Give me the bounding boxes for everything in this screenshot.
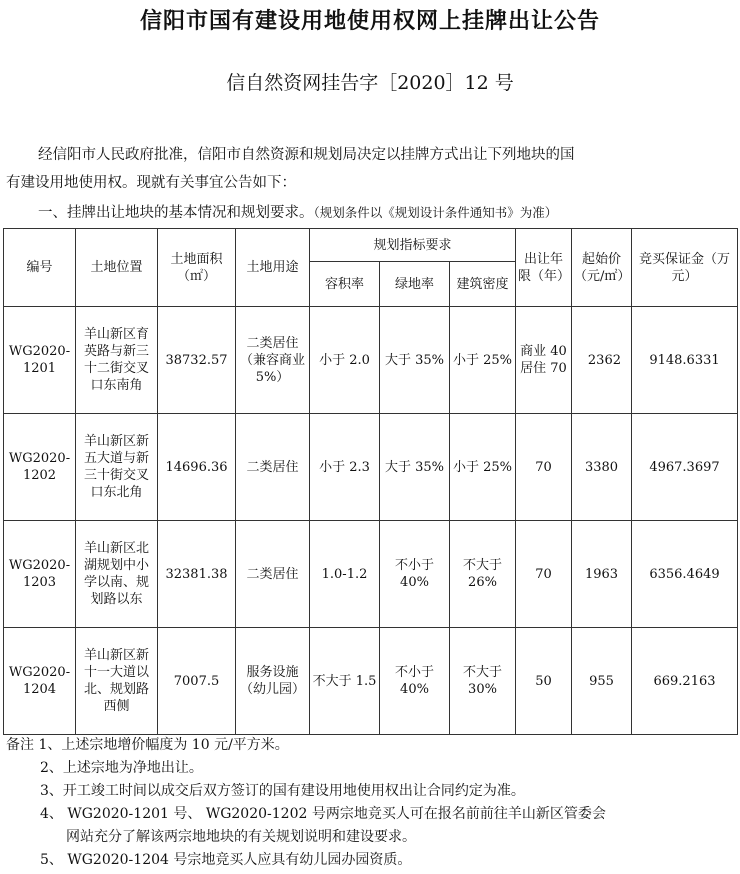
cell-area: 14696.36: [158, 414, 236, 521]
cell-term: 50: [516, 628, 572, 735]
document-title: 信阳市国有建设用地使用权网上挂牌出让公告: [139, 9, 600, 34]
cell-id: WG2020-1201: [4, 307, 76, 414]
intro-paragraph: [6, 141, 734, 197]
document-number: 信自然资网挂告字［2020］12 号: [226, 72, 514, 94]
table-row: [4, 521, 738, 628]
cell-location: 羊山新区新五大道与新三十街交叉口东北角: [76, 414, 158, 521]
cell-use: 二类居住（兼容商业5%）: [236, 307, 310, 414]
cell-green: 不小于 40%: [380, 521, 450, 628]
table-header-row: [4, 229, 738, 262]
remark-4-continued: 网站充分了解该两宗地地块的有关规划说明和建设要求。: [66, 829, 416, 845]
intro-line-2: 有建设用地使用权。现就有关事宜公告如下：: [6, 175, 296, 191]
cell-id: WG2020-1204: [4, 628, 76, 735]
cell-area: 32381.38: [158, 521, 236, 628]
cell-term: 商业 40 居住 70: [516, 307, 572, 414]
cell-deposit: 6356.4649: [632, 521, 738, 628]
cell-use: 二类居住: [236, 414, 310, 521]
cell-price: 2362: [572, 307, 632, 414]
cell-price: 1963: [572, 521, 632, 628]
cell-far: 1.0-1.2: [310, 521, 380, 628]
section-note: （规划条件以《规划设计条件通知书》为准）: [313, 205, 558, 220]
section-title: 一、挂牌出让地块的基本情况和规划要求。: [38, 205, 314, 221]
header-location: 土地位置: [76, 229, 158, 307]
table-row: [4, 628, 738, 735]
cell-location: 羊山新区北湖规划中小学以南、规划路以东: [76, 521, 158, 628]
remark-5: 5、 WG2020-1204 号宗地竞买人应具有幼儿园办园资质。: [40, 852, 412, 868]
cell-price: 3380: [572, 414, 632, 521]
cell-use: 服务设施（幼儿园）: [236, 628, 310, 735]
header-green: 绿地率: [380, 262, 450, 307]
cell-green: 不小于 40%: [380, 628, 450, 735]
intro-line-1: 经信阳市人民政府批准，信阳市自然资源和规划局决定以挂牌方式出让下列地块的国: [38, 147, 575, 163]
cell-location: 羊山新区育英路与新三十二街交叉口东南角: [76, 307, 158, 414]
cell-green: 大于 35%: [380, 414, 450, 521]
header-deposit: 竞买保证金（万元）: [632, 229, 738, 307]
remark-3: 3、开工竣工时间以成交后双方签订的国有建设用地使用权出让合同约定为准。: [40, 783, 525, 799]
cell-far: 不大于 1.5: [310, 628, 380, 735]
section-heading: [6, 203, 734, 223]
cell-green: 大于 35%: [380, 307, 450, 414]
cell-term: 70: [516, 521, 572, 628]
remark-1: 备注 1、上述宗地增价幅度为 10 元/平方米。: [6, 737, 289, 753]
remark-2: 2、上述宗地为净地出让。: [40, 760, 203, 776]
header-planning: 规划指标要求: [310, 229, 516, 262]
cell-density: 不大于 26%: [450, 521, 516, 628]
cell-density: 不大于 30%: [450, 628, 516, 735]
cell-use: 二类居住: [236, 521, 310, 628]
cell-deposit: 669.2163: [632, 628, 738, 735]
table-row: [4, 307, 738, 414]
header-id: 编号: [4, 229, 76, 307]
cell-id: WG2020-1203: [4, 521, 76, 628]
cell-area: 38732.57: [158, 307, 236, 414]
table-row: [4, 414, 738, 521]
header-term: 出让年限（年）: [516, 229, 572, 307]
remarks: [6, 734, 734, 872]
cell-term: 70: [516, 414, 572, 521]
land-parcel-table: [3, 228, 738, 735]
header-use: 土地用途: [236, 229, 310, 307]
header-price: 起始价（元/㎡）: [572, 229, 632, 307]
cell-area: 7007.5: [158, 628, 236, 735]
cell-id: WG2020-1202: [4, 414, 76, 521]
header-density: 建筑密度: [450, 262, 516, 307]
cell-far: 小于 2.3: [310, 414, 380, 521]
cell-location: 羊山新区新十一大道以北、规划路西侧: [76, 628, 158, 735]
cell-price: 955: [572, 628, 632, 735]
cell-deposit: 9148.6331: [632, 307, 738, 414]
cell-far: 小于 2.0: [310, 307, 380, 414]
remark-4: 4、 WG2020-1201 号、 WG2020-1202 号两宗地竞买人可在报名前前往羊山新区管委会: [40, 806, 606, 822]
cell-deposit: 4967.3697: [632, 414, 738, 521]
header-far: 容积率: [310, 262, 380, 307]
cell-density: 小于 25%: [450, 414, 516, 521]
header-area: 土地面积（㎡）: [158, 229, 236, 307]
cell-density: 小于 25%: [450, 307, 516, 414]
